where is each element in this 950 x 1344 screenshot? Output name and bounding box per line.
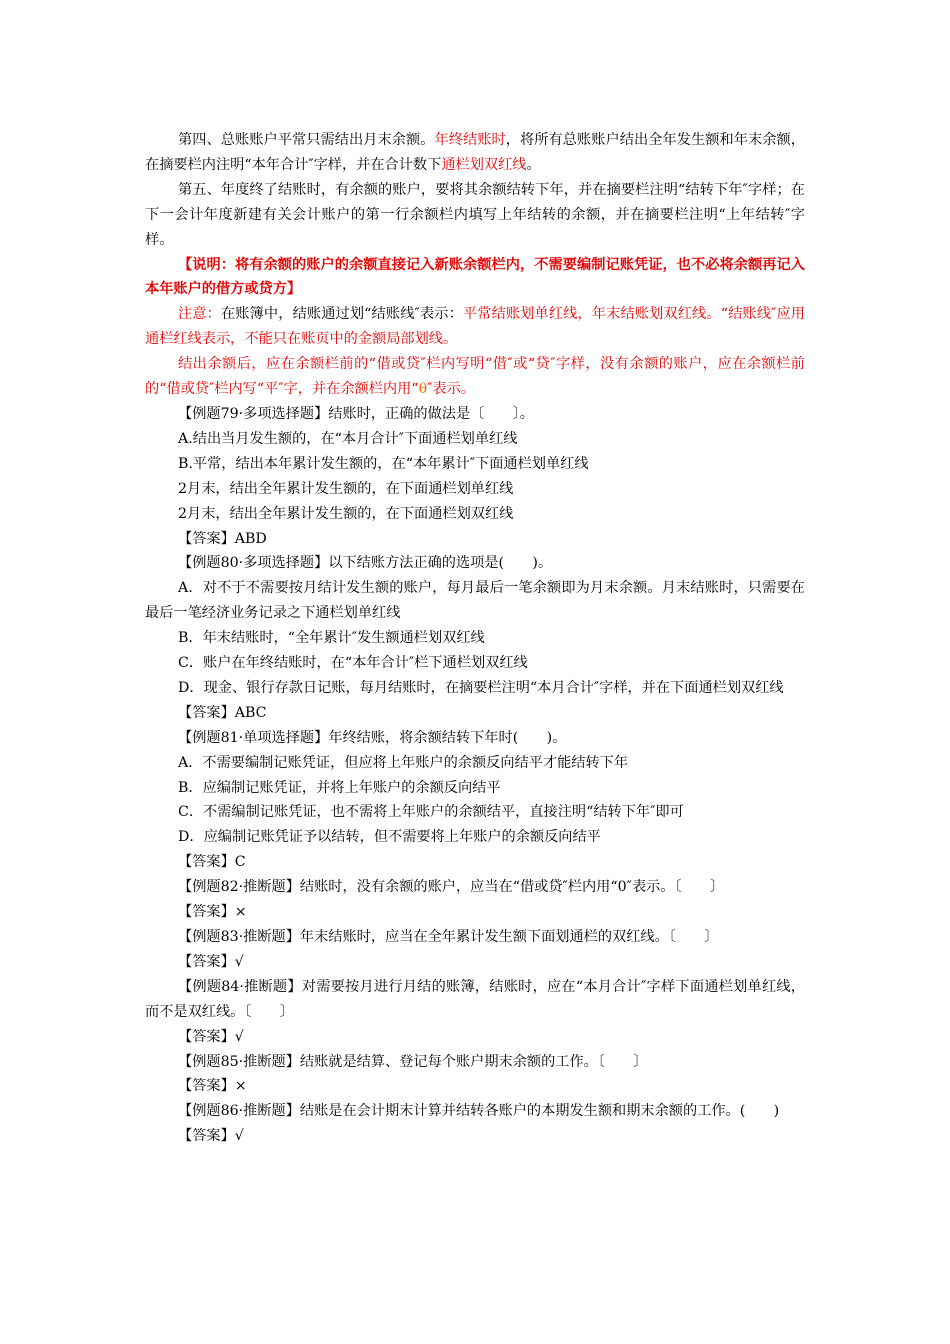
theta-symbol: θ xyxy=(418,381,428,398)
question-84-title: 【例题84·推断题】对需要按月进行月结的账簿，结账时，应在“本月合计″字样下面通栏划单红线，而不是双红线。〔 〕 xyxy=(145,978,805,1020)
question-81-answer: 【答案】C xyxy=(178,854,246,871)
question-80-title: 【例题80·多项选择题】以下结账方法正确的选项是( )。 xyxy=(178,555,553,572)
question-86-title: 【例题86·推断题】结账是在会计期末计算并结转各账户的本期发生额和期末余额的工作。( ) xyxy=(178,1103,780,1120)
highlight-double-red-line: 通栏划双红线 xyxy=(441,156,527,173)
question-83-title: 【例题83·推断题】年末结账时，应当在全年累计发生额下面划通栏的双红线。〔 〕 xyxy=(178,929,719,945)
question-80-option-c: C．账户在年终结账时，在“本年合计″栏下通栏划双红线 xyxy=(178,655,528,672)
paragraph-note: 【说明：将有余额的账户的余额直接记入新账余额栏内，不需要编制记账凭证，也不必将余额再记入本年账户的借方或贷方】 xyxy=(145,256,805,298)
question-81-option-a: A．不需要编制记账凭证，但应将上年账户的余额反向结平才能结转下年 xyxy=(178,754,629,771)
question-79-answer: 【答案】ABD xyxy=(178,530,267,547)
paragraph-balance: 结出余额后，应在余额栏前的“借或贷″栏内写明“借″或“贷″字样，没有余额的账户，应在余额栏前的“借或贷″栏内写“平″字，并在余额栏内用“θ″表示。 xyxy=(145,356,805,398)
question-79-option-a: A.结出当月发生额的，在“本月合计″下面通栏划单红线 xyxy=(178,430,518,447)
question-81-option-b: B．应编制记账凭证，并将上年账户的余额反向结平 xyxy=(178,779,501,796)
question-80-option-a: A．对不于不需要按月结计发生额的账户，每月最后一笔余额即为月末余额。月末结账时，只需要在最后一笔经济业务记录之下通栏划单红线 xyxy=(145,580,805,622)
paragraph-fifth-rule: 第五、年度终了结账时，有余额的账户，要将其余额结转下年，并在摘要栏注明“结转下年″字样；在下一会计年度新建有关会计账户的第一行余额栏内填写上年结转的余额，并在摘要栏注明“上年结转″字样。 xyxy=(145,181,805,248)
question-86-answer: 【答案】√ xyxy=(178,1128,244,1145)
question-82-title: 【例题82·推断题】结账时，没有余额的账户，应当在“借或贷″栏内用“0″表示。〔 〕 xyxy=(178,879,725,896)
document-body xyxy=(145,128,805,1149)
question-79-option-d: 2月末，结出全年累计发生额的，在下面通栏划双红线 xyxy=(178,505,514,522)
question-85-title: 【例题85·推断题】结账就是结算、登记每个账户期末余额的工作。〔 〕 xyxy=(178,1053,648,1070)
question-85-answer: 【答案】× xyxy=(178,1078,247,1095)
question-79-title: 【例题79·多项选择题】结账时，正确的做法是〔 〕。 xyxy=(178,405,534,422)
question-81-title: 【例题81·单项选择题】年终结账，将余额结转下年时( )。 xyxy=(178,729,567,746)
question-80-option-b: B．年末结账时，“全年累计″发生额通栏划双红线 xyxy=(178,630,485,647)
question-82-answer: 【答案】× xyxy=(178,904,247,921)
paragraph-fourth-rule: 第四、总账账户平常只需结出月末余额。年终结账时，将所有总账账户结出全年发生额和年末余额，在摘要栏内注明“本年合计″字样，并在合计数下通栏划双红线。 xyxy=(145,132,805,173)
question-79-option-c: 2月末，结出全年累计发生额的，在下面通栏划单红线 xyxy=(178,480,514,497)
question-80-answer: 【答案】ABC xyxy=(178,704,267,721)
paragraph-attention: 注意：在账簿中，结账通过划“结账线″表示：平常结账划单红线，年末结账划双红线。“结账线″应用通栏红线表示，不能只在账页中的金额局部划线。 xyxy=(145,306,805,348)
question-79-option-b: B.平常，结出本年累计发生额的，在“本年累计″下面通栏划单红线 xyxy=(178,455,589,472)
question-83-answer: 【答案】√ xyxy=(178,953,244,970)
question-81-option-c: C．不需编制记账凭证，也不需将上年账户的余额结平，直接注明“结转下年″即可 xyxy=(178,804,684,821)
highlight-year-end-closing: 年终结账时 xyxy=(434,132,506,148)
question-80-option-d: D．现金、银行存款日记账，每月结账时，在摘要栏注明“本月合计″字样，并在下面通栏划双红线 xyxy=(178,679,784,696)
question-84-answer: 【答案】√ xyxy=(178,1028,244,1045)
question-81-option-d: D．应编制记账凭证予以结转，但不需要将上年账户的余额反向结平 xyxy=(178,829,601,846)
